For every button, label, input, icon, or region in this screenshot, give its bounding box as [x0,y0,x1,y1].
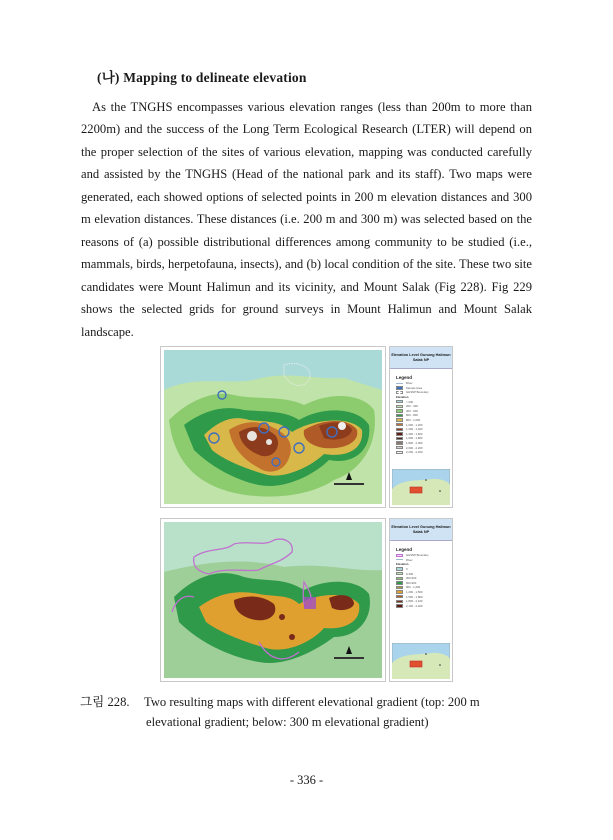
section-heading: (나) Mapping to delineate elevation [97,70,307,85]
map-notes [394,619,448,629]
elevation-swatch [396,572,403,575]
legend-swatch [396,383,403,384]
legend-title: Elevation Level Gunung Halimun Salak NP [390,519,452,541]
elevation-swatch [396,590,403,593]
elevation-swatch [396,604,403,607]
elevation-class-label: 400 - 600 [406,408,418,413]
elevation-map-300m [164,522,382,678]
paragraph-text: As the TNGHS encompasses various elevation ranges (less than 200m to more than 2200m) and the success of the Long Term Ecological Research (LTER) will depend on the proper selection of the sites of various elevation, mapping was conducted carefully and assisted by the TNGHS (Head of the national park and its staff). Two maps were generated, each showed options of selected points in 200 m elevation distances and 300 m elevation distances. These distances (i.e. 200 m and 300 m) was selected based on the reasons of (a) possible distributional differences among community to be studied (i.e., mammals, birds, herpetofauna, insects), and (b) local condition of the site. These two site candidates were Mount Halimun and its vicinity, and Mount Salak (Fig 228). Fig 229 shows the selected grids for ground surveys in Mount Halimun and Mount Salak landscape. [81,100,532,339]
locator-inset-map [392,643,450,679]
elevation-swatch [396,441,403,444]
elevation-swatch [396,414,403,417]
elevation-swatch [396,600,403,603]
elevation-class-label: 600 - 800 [406,413,418,418]
map-frame [160,518,386,682]
elevation-class-label: 800 - 1,000 [406,418,421,423]
legend-item: River [396,381,452,386]
elevation-class-label: 900 - 1,200 [406,585,421,590]
elevation-class-list [390,567,452,608]
elevation-swatch [396,432,403,435]
legend-swatch [396,559,403,560]
caption-label: 그림 228. [80,695,130,709]
elevation-class-label: 200 - 400 [406,404,418,409]
figure-bottom-elevation-map [160,518,454,682]
legend-heading: Legend [396,547,413,552]
elevation-swatch [396,423,403,426]
legend-item: Sample Area [396,386,452,391]
elevation-swatch [396,437,403,440]
elevation-swatch [396,595,403,598]
legend-item: River [396,558,452,563]
map-legend [389,518,453,682]
legend-swatch [396,391,403,394]
elevation-class-label: 2,100 - 2,400 [406,603,423,608]
elevation-map-200m [164,350,382,504]
elevation-class-label: 1,800 - 2,000 [406,441,423,446]
locator-inset-map [392,469,450,505]
elevation-swatch [396,577,403,580]
elevation-swatch [396,405,403,408]
elevation-heading: Elevation [396,395,409,400]
elevation-swatch [396,586,403,589]
legend-swatch [396,386,403,389]
elevation-class-label: 1,200 - 1,400 [406,427,423,432]
elevation-class-label: 0 [406,567,408,572]
elevation-swatch [396,581,403,584]
elevation-class-label: 2,200 - 2,400 [406,450,423,455]
legend-swatch [396,554,403,557]
page-number: - 336 - [289,773,324,787]
legend-item: GHSNP Boundary [396,390,452,395]
legend-title: Elevation Level Gunung Halimun Salak NP [390,347,452,369]
legend-item: GHSNP Boundary [396,553,452,558]
elevation-class-label: 1,200 - 1,500 [406,590,423,595]
elevation-heading: Elevation [396,562,409,567]
elevation-swatch [396,409,403,412]
elevation-swatch [396,567,403,570]
caption-line-1: Two resulting maps with different elevational gradient (top: 200 m [144,695,480,709]
elevation-swatch [396,418,403,421]
elevation-class-label: < 200 [406,399,414,404]
elevation-swatch [396,428,403,431]
map-legend [389,346,453,508]
elevation-class-label: 600-900 [406,580,417,585]
map-notes [394,447,448,457]
elevation-class-item [396,604,452,609]
elevation-swatch [396,400,403,403]
elevation-class-label: 2,000 - 2,200 [406,445,423,450]
figure-top-elevation-map [160,346,454,508]
elevation-class-label: 1,600 - 1,800 [406,436,423,441]
map-frame [160,346,386,508]
elevation-class-label: 300-600 [406,576,417,581]
elevation-class-label: 0-300 [406,571,414,576]
elevation-class-label: 1,800 - 2,100 [406,599,423,604]
body-paragraph [81,96,532,343]
legend-heading: Legend [396,375,413,380]
elevation-class-label: 1,400 - 1,600 [406,431,423,436]
caption-line-2: elevational gradient; below: 300 m elevational gradient) [146,715,429,729]
figure-caption [80,692,532,732]
elevation-class-label: 1,500 - 1,800 [406,594,423,599]
elevation-class-label: 1,000 - 1,200 [406,422,423,427]
